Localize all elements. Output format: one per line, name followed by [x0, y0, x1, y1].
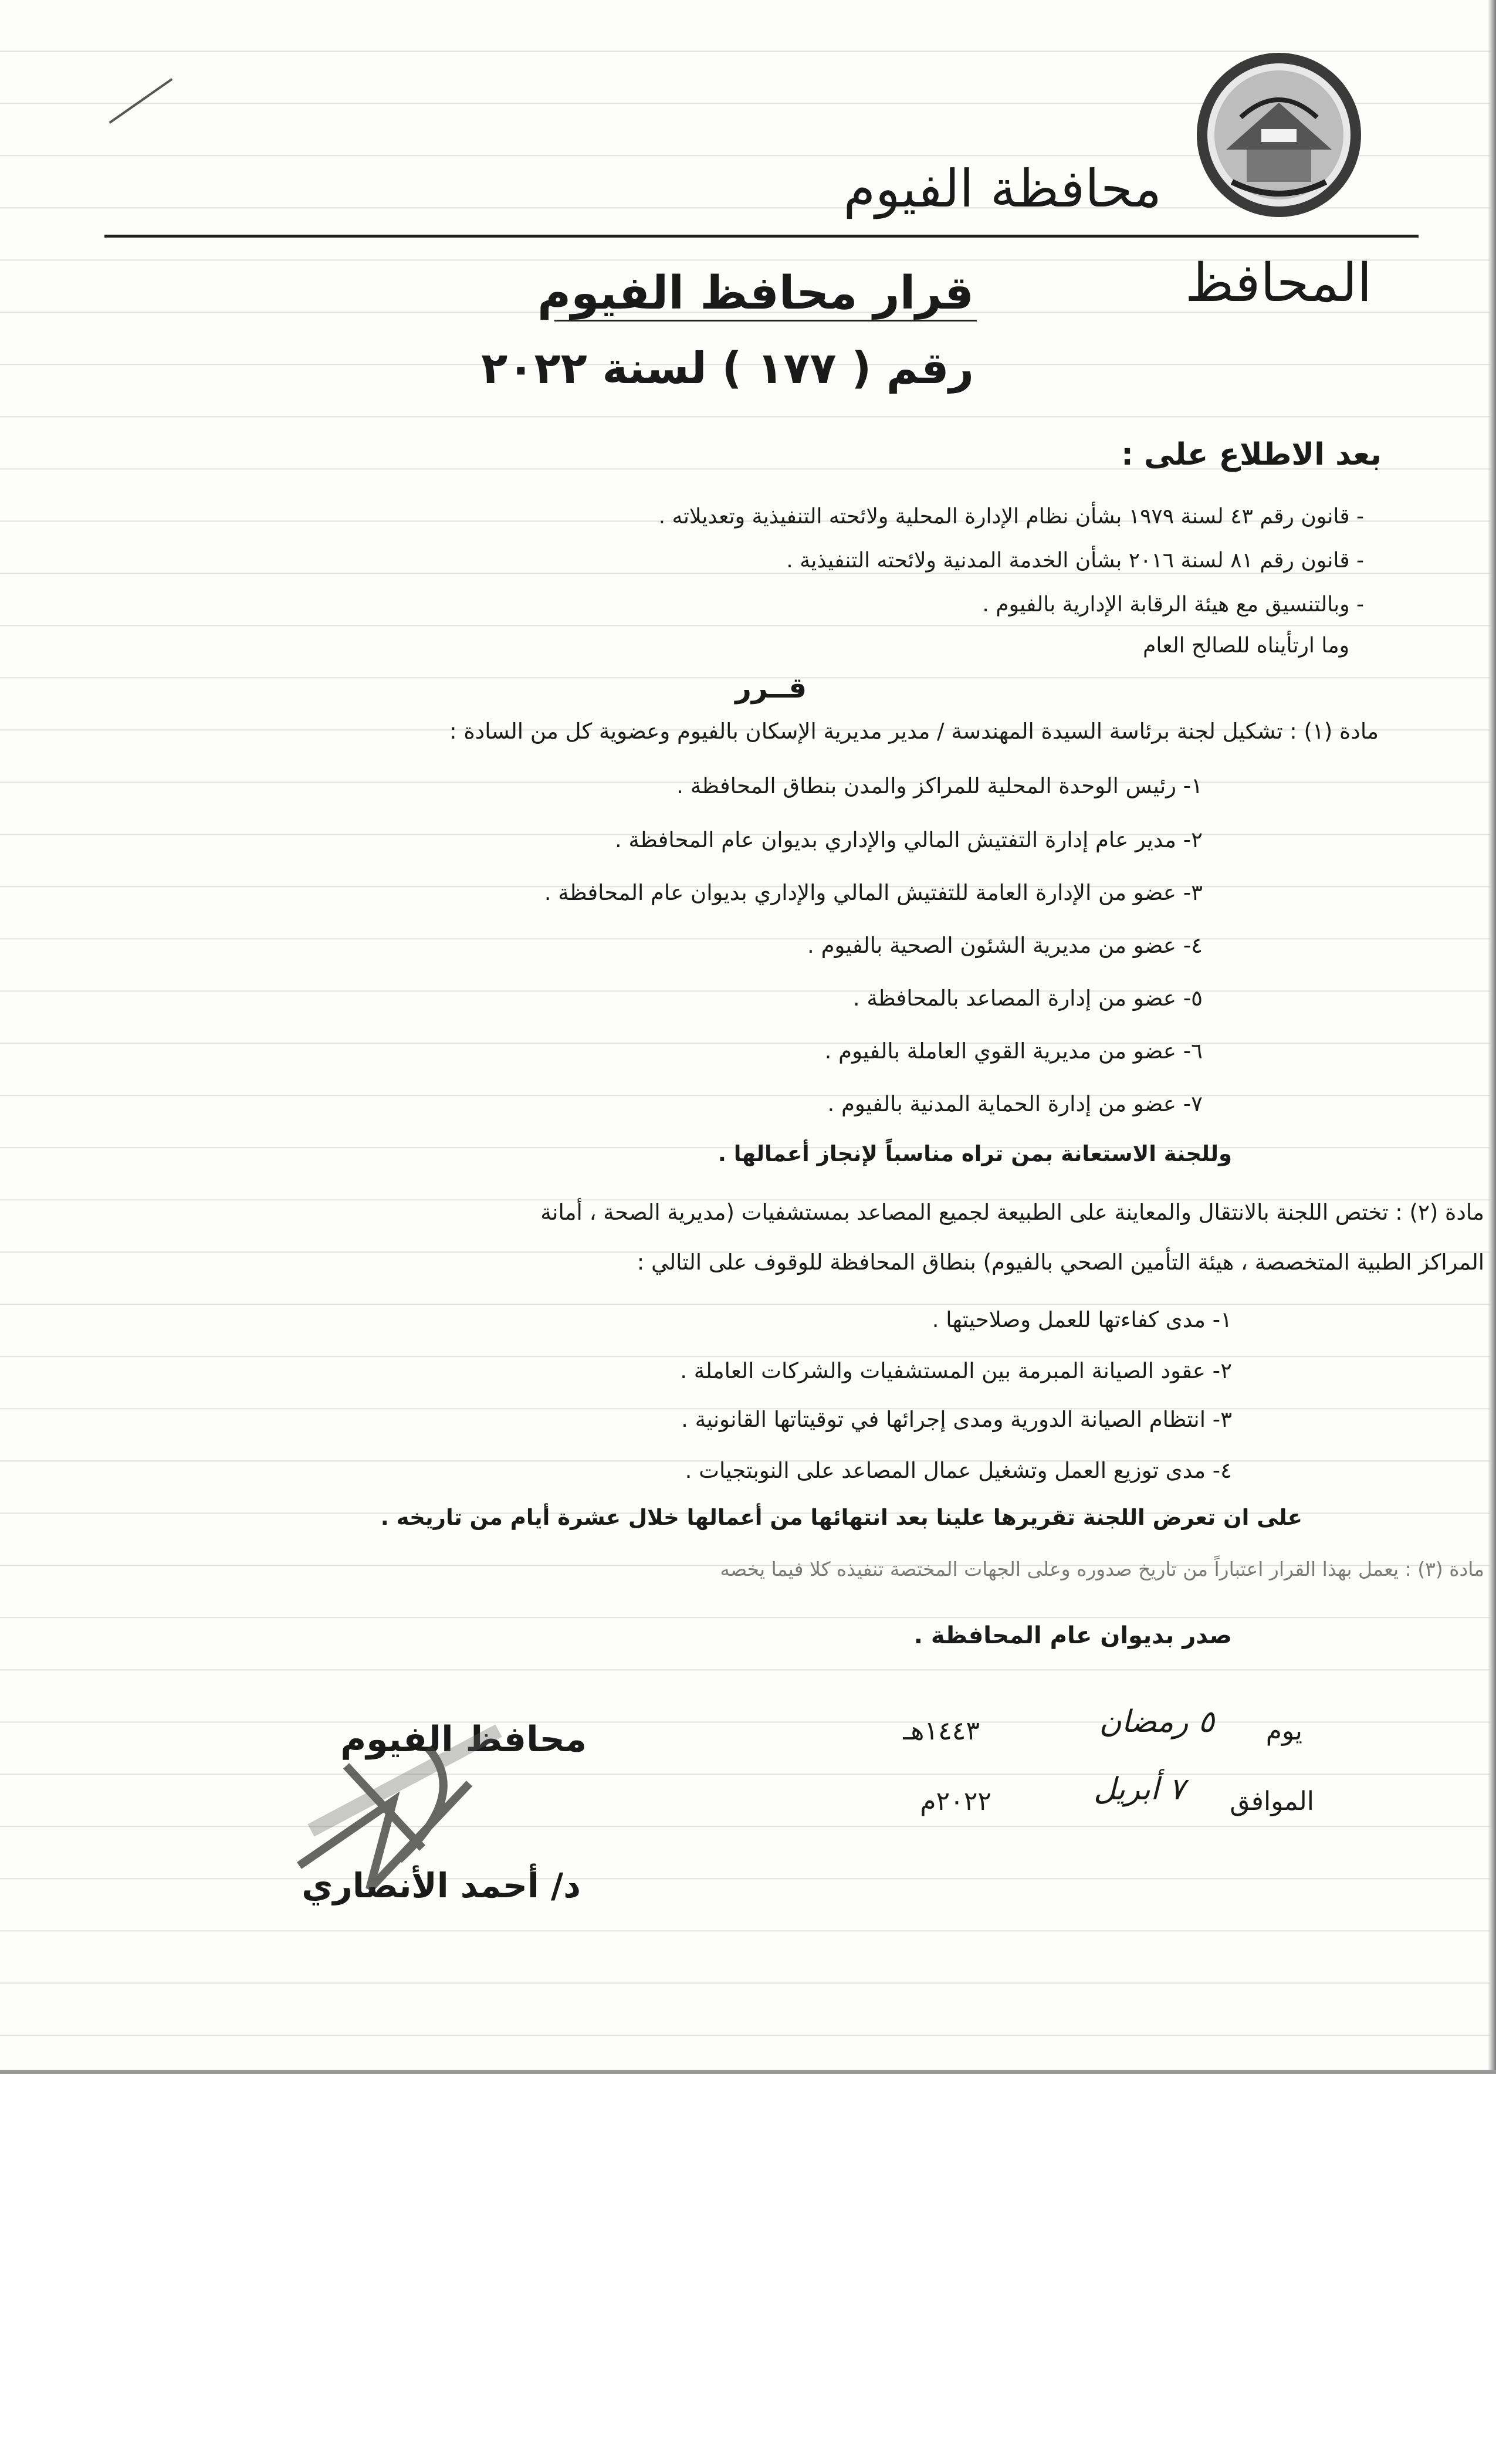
page-edge-shadow — [1488, 0, 1496, 2074]
decree-title: قرار محافظ الفيوم — [537, 267, 974, 320]
preamble-ref-4: وما ارتأيناه للصالح العام — [1143, 634, 1349, 658]
pen-mark — [109, 78, 173, 124]
article-2-line-2: المراكز الطبية المتخصصة ، هيئة التأمين الصحي بالفيوم) بنطاق المحافظة للوقوف على التالي : — [637, 1250, 1484, 1275]
governor-office-label: المحافظ — [1185, 252, 1372, 314]
hijri-date-handwritten: ٥ رمضان — [1099, 1704, 1214, 1739]
criterion-1: ١- مدى كفاءتها للعمل وصلاحيتها . — [932, 1307, 1232, 1332]
member-2: ٢- مدير عام إدارة التفتيش المالي والإداري بديوان عام المحافظة . — [614, 827, 1203, 852]
gregorian-year: ٢٠٢٢م — [920, 1786, 991, 1816]
article-2-line-1: مادة (٢) : تختص اللجنة بالانتقال والمعاينة على الطبيعة لجميع المصاعد بمستشفيات (مديرية الصحة ، أمانة — [540, 1200, 1484, 1225]
member-6: ٦- عضو من مديرية القوي العاملة بالفيوم . — [824, 1038, 1203, 1064]
title-underline — [554, 320, 977, 321]
criterion-2: ٢- عقود الصيانة المبرمة بين المستشفيات والشركات العاملة . — [680, 1358, 1232, 1383]
page-bottom-edge — [0, 2070, 1496, 2074]
hijri-year: ١٤٤٣هـ — [903, 1716, 980, 1746]
corresponding-label: الموافق — [1230, 1786, 1314, 1816]
issued-statement: صدر بديوان عام المحافظة . — [913, 1622, 1232, 1649]
criterion-3: ٣- انتظام الصيانة الدورية ومدى إجرائها في توقيتاتها القانونية . — [681, 1407, 1232, 1432]
article-1-closing: وللجنة الاستعانة بمن تراه مناسباً لإنجاز أعمالها . — [717, 1141, 1232, 1166]
preamble-intro: بعد الاطلاع على : — [1121, 437, 1382, 472]
day-label: يوم — [1265, 1716, 1302, 1746]
member-4: ٤- عضو من مديرية الشئون الصحية بالفيوم . — [807, 933, 1203, 958]
signatory-name: د/ أحمد الأنصاري — [302, 1866, 581, 1905]
member-3: ٣- عضو من الإدارة العامة للتفتيش المالي والإداري بديوان عام المحافظة . — [544, 880, 1203, 905]
member-5: ٥- عضو من إدارة المصاعد بالمحافظة . — [852, 986, 1203, 1011]
preamble-ref-1: - قانون رقم ٤٣ لسنة ١٩٧٩ بشأن نظام الإدارة المحلية ولائحته التنفيذية وتعديلاته . — [658, 505, 1364, 529]
article-1-text: مادة (١) : تشكيل لجنة برئاسة السيدة المهندسة / مدير مديرية الإسكان بالفيوم وعضوية كل من السادة : — [449, 719, 1379, 744]
preamble-ref-2: - قانون رقم ٨١ لسنة ٢٠١٦ بشأن الخدمة المدنية ولائحته التنفيذية . — [786, 549, 1364, 573]
member-1: ١- رئيس الوحدة المحلية للمراكز والمدن بنطاق المحافظة . — [676, 773, 1203, 798]
header-rule — [104, 235, 1419, 238]
preamble-ref-3: - وبالتنسيق مع هيئة الرقابة الإدارية بالفيوم . — [982, 593, 1364, 617]
signatory-role: محافظ الفيوم — [340, 1719, 587, 1760]
member-7: ٧- عضو من إدارة الحماية المدنية بالفيوم . — [827, 1091, 1203, 1116]
governorate-emblem-icon — [1191, 47, 1367, 223]
gregorian-date-handwritten: ٧ أبريل — [1094, 1772, 1185, 1807]
decree-number: رقم ( ١٧٧ ) لسنة ٢٠٢٢ — [481, 343, 974, 394]
decided-heading: قــرر — [735, 672, 807, 705]
article-3-text: مادة (٣) : يعمل بهذا القرار اعتباراً من تاريخ صدوره وعلى الجهات المختصة تنفيذه كلا فيما يخصه — [720, 1558, 1484, 1580]
criterion-4: ٤- مدى توزيع العمل وتشغيل عمال المصاعد على النوبتجيات . — [685, 1458, 1232, 1483]
article-2-closing: على ان تعرض اللجنة تقريرها علينا بعد انتهائها من أعمالها خلال عشرة أيام من تاريخه . — [380, 1505, 1302, 1530]
governorate-name: محافظة الفيوم — [843, 158, 1162, 219]
